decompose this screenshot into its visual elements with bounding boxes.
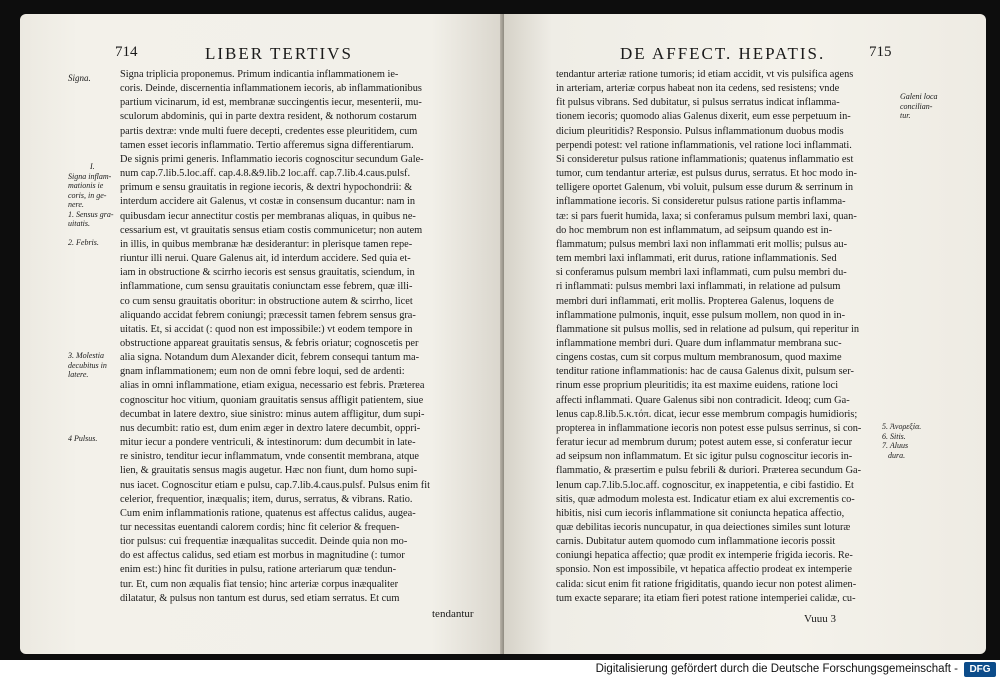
text-line: affecti inflammati. Quare Galenus sibi non contradicit. Ideoq; cum Ga- [556,394,850,406]
text-line: coniungi hepatica affectio; quæ prodit ex intemperie frigida iecoris. Re- [556,550,853,562]
marginal-note-galeni: Galeni loca concilian- tur. [900,92,938,120]
text-line: calida: sicut enim fit ratione frigiditatis, quando iecur non potest alimen- [556,578,857,590]
text-line: si conferamus pulsum membri laxi inflammati, cum pulsu membri du- [556,267,847,279]
text-line: cessarium est, vt grauitatis sensus etiam costis communicetur; non autem [120,224,423,236]
marginal-note-febris: 2. Febris. [68,238,99,247]
text-line: mitur iecur a pondere ventriculi, & intestinorum: dum decumbit in late- [120,437,416,449]
text-line: alia signa. Notandum dum Alexander dicit, febrem consequi tantum ma- [120,352,420,364]
left-page [20,14,504,654]
text-line: tendantur arteriæ ratione tumoris; id etiam accidit, vt vis pulsifica agens [556,69,854,80]
text-line: obstructione appareat grauitatis sensus, & febris oriatur; cognoscetis per [120,337,419,349]
text-line: Cum enim inflammationis ratione, quatenus est affectus calidus, augea- [120,507,416,519]
text-line: tumor, cum tendantur arteriæ, est pulsus durus, serratus. Et hoc modo in- [556,168,857,180]
text-line: num cap.7.lib.5.loc.aff. cap.4.8.&9.lib.2 loc.aff. cap.7.lib.4.caus.pulsf. [120,168,411,180]
text-line: aliquando accidat febrem coniungi; præcessit tamen febrem sensus gra- [120,309,416,321]
text-line: lien, & grauitatis sensus magis augetur. Hæc non fiunt, dum homo supi- [120,465,418,477]
text-line: rinum esse proprium pleuritidis; ita est maxime euidens, ratione loci [556,380,839,392]
text-line: membri duri inflammati, erit mollis. Propterea Galenus, loquens de [556,295,834,307]
text-line: perpendi potest: vel ratione inflammationis, vel ratione loci inflammati. [556,139,852,151]
text-line: lenus cap.8.lib.5.κ.τόπ. dicat, iecur esse membrum compagis humidioris; [556,408,858,420]
running-head-left: LIBER TERTIVS [205,44,353,63]
text-line: partium vicinarum, id est, membranæ succingentis iecur, mesenterii, mu- [120,97,422,109]
text-line: quibusdam iecur annectitur costis per membranas aliquas, in quibus ne- [120,210,416,222]
text-line: tenditur ratione inflammationis: hac de causa Galenus dixit, pulsum ser- [556,366,854,378]
text-line: quæ debilitas iecoris nuncupatur, in qua deiectiones similes sunt loturæ [556,522,851,533]
text-line: tionem iecoris; quomodo alias Galenus dixerit, eum esse perpetuum in- [556,111,851,123]
marginal-note-pulsus: 4 Pulsus. [68,434,98,443]
text-line: uitatis. Et, si accidat (: quod non est impossibile:) vt eodem tempore in [120,323,413,335]
text-line: flammatum; pulsus membri laxi non inflammati erit mollis; pulsus au- [556,238,848,250]
text-line: flammatio, & præsertim e pulsu febrili & duriori. Præterea secundum Ga- [556,465,862,477]
text-line: propterea in inflammatione iecoris non potest esse pulsus serrinus, si con- [556,422,862,434]
footer-bar [0,660,1000,679]
text-line: enim est:) hinc fit durities in pulsu, ratione arteriarum quæ tendun- [120,564,397,576]
marginal-note-appetite: 5. Ἀνορεξία. 6. Sitis. 7. Aluus dura. [882,422,922,460]
right-page [504,14,986,654]
text-line: tur. Et, cum non æqualis fiat tensio; hinc arteriæ corpus inæqualiter [120,578,399,590]
text-line: flammatione sit pulsus mollis, sed in relatione ad pulsum, qui reperitur in [556,323,860,335]
text-line: tior pulsus: cui frequentiæ inæqualitas succedit. Deinde quia non mo- [120,536,408,548]
text-line: nus iacet. Cognoscitur etiam e pulsu, cap.7.lib.4.caus.pulsf. Pulsus enim fit [120,479,430,491]
text-line: iam in obstructione & scirrho iecoris est sensus grauitatis, sciendum, in [120,267,415,279]
text-line: cingens costas, cum sit corpus multum membranosum, quod maxime [556,352,842,364]
text-line: riuntur illi nerui. Quare Galenus ait, id interdum accidere. Sed quia et- [120,253,411,265]
text-line: inflammatione, cum sensu grauitatis coniunctam esse febrem, quæ illi- [120,281,413,293]
text-line: tum exacte separare; ita etiam fieri potest ratione intemperiei calidæ, cu- [556,592,856,604]
text-line: nus decumbit: ratio est, dum enim æger in dextro latere decumbit, oppri- [120,422,421,434]
text-line: tur necessitas euentandi calorem cordis; hinc fit celerior & frequen- [120,522,400,533]
text-line: co cum sensu grauitatis oboritur: in obstructione autem & scirrho, licet [120,295,413,307]
text-line: Si consideretur pulsus ratione inflammationis; quatenus inflammatio est [556,153,854,165]
page-number-right: 715 [869,44,892,60]
text-line: sculorum abdominis, qui in parte dextra resident, & nothorum costarum [120,111,417,123]
text-line: tamen esset iecoris inflammatio. Tertio afferemus signa differentiarum. [120,139,414,151]
text-line: in illis, in quibus membranæ hæ desiderantur: in plerisque tamen repe- [120,238,413,250]
marginal-note-signa: Signa. [68,73,91,83]
text-line: gnam inflammationem; eum non de omni febre loqui, sed de ardenti: [120,366,405,378]
text-line: telligere oportet Galenum, vbi voluit, pulsum esse durum & serrinum in [556,182,854,194]
text-line: feratur iecur ad membrum durum; potest autem esse, si conferatur iecur [556,437,853,449]
text-line: inflammatione pulmonis, inquit, esse pulsum mollem, non quod in in- [556,309,846,321]
text-line: celerior, frequentior, inæqualis; item, durus, serratus, & vibrans. Ratio. [120,493,413,505]
text-line: Signa triplicia proponemus. Primum indicantia inflammationem ie- [120,69,399,80]
footer-credit: Digitalisierung gefördert durch die Deutsche Forschungsgemeinschaft - [595,663,958,675]
text-line: do est affectus calidus, sed etiam est morbus in magnitudine (: tumor [120,550,405,562]
text-line: ad seipsum non inflammatum. Et sic igitur pulsu cognoscitur iecoris in- [556,451,853,463]
right-page-body [556,68,896,606]
running-head-right: DE AFFECT. HEPATIS. [620,44,826,63]
text-line: cognoscitur hoc vitium, quoniam grauitatis sensus affligit patientem, siue [120,394,424,406]
text-line: alias in omni inflammatione, etiam exigua, necessario est febris. Præterea [120,380,425,392]
text-line: tæ: si pars fuerit humida, laxa; si conferamus pulsum membri laxi, quan- [556,210,857,222]
text-line: primum e sensu grauitatis in regione iecoris, & dextri hypochondrii: & [120,182,413,194]
text-line: inflammatione iecoris. Si consideretur pulsus ratione partis inflamma- [556,196,846,208]
text-line: coris. Deinde, discernentia inflammationem iecoris, ab inflammationibus [120,83,422,95]
text-line: carnis. Dubitatur autem quomodo cum inflammatione iecoris possit [556,536,836,548]
text-line: ri inflammati: pulsus membri laxi inflammati, in relatione ad pulsum [556,281,841,293]
text-line: dilatatur, & pulsus non tantum est durus, sed etiam serratus. Et cum [120,592,400,604]
text-line: in arteriam, arteriæ corpus habeat non ita cedens, sed resistens; vnde [556,83,840,95]
text-line: inflammatione membri duri. Quare dum inflammatur membrana suc- [556,337,842,349]
text-line: do hoc membrum non est inflammatum, ad seipsum quando est in- [556,224,833,236]
text-line: sitis, quæ admodum molesta est. Indicatur etiam ex alui excrementis co- [556,493,855,505]
text-line: dicium pleuritidis? Responsio. Pulsus inflammationum duobus modis [556,125,844,137]
signature-mark: Vuuu 3 [804,613,837,625]
page-number-left: 714 [115,44,138,60]
text-line: fit pulsus vibrans. Sed dubitatur, si pulsus serratus indicat inflamma- [556,97,840,109]
marginal-note-first-signs: I. Signa inflam- mationis ie coris, in ge- nere. 1. Sensus gra- uitatis. [68,162,114,228]
dfg-logo: DFG [964,662,996,677]
text-line: decumbat in latere dextro, siue sinistro: minus autem affligitur, dum supi- [120,408,425,420]
text-line: sponsio. Non est impossibile, vt hepatica affectio prodeat ex intemperie [556,564,852,576]
left-page-body [120,68,476,606]
text-line: hibitis, nisi cum iecoris inflammatione sit coniuncta hepatica affectio, [556,507,845,519]
text-line: re sinistro, tenditur iecur inflammatum, vnde consentit membrana, atque [120,451,420,463]
text-line: De signis primi generis. Inflammatio iecoris cognoscitur secundum Gale- [120,153,424,165]
text-line: tem membri laxi inflammati, erit durus, ratione inflammationis. Sed [556,253,837,265]
marginal-note-molestia: 3. Molestia decubitus in latere. [68,351,107,379]
catchword: tendantur [432,608,474,620]
text-line: partis dextræ: vnde multi fuere decepti, credentes esse pleuritidem, cum [120,125,418,137]
text-line: interdum accidere ait Galenus, vt costæ in consensum ducantur: nam in [120,196,416,208]
text-line: lenum cap.7.lib.5.loc.aff. cognoscitur, ex inappetentia, e cibi fastidio. Et [556,479,854,491]
